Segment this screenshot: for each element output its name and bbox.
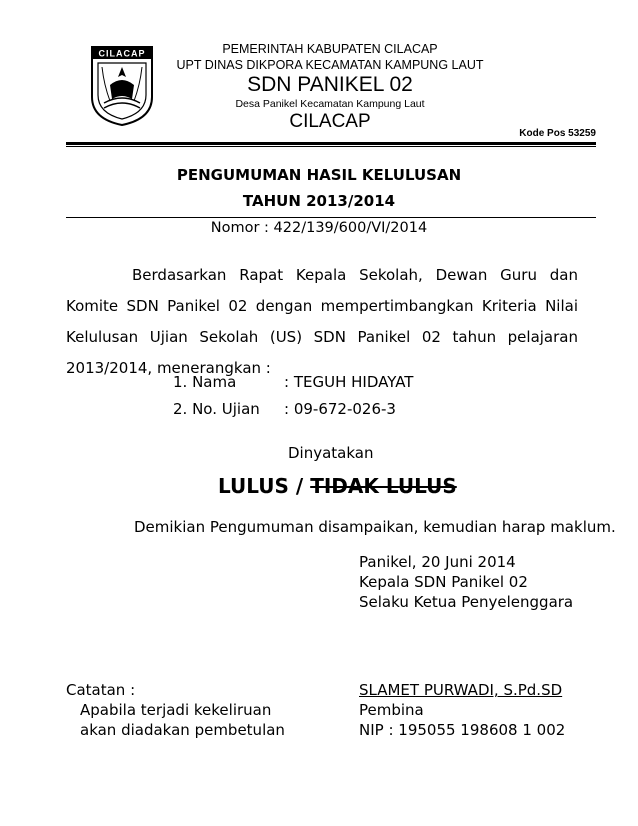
- graduation-result: [218, 474, 457, 498]
- letterhead-divider-thick: [66, 142, 596, 145]
- student-name-label: 1. Nama: [173, 373, 237, 391]
- school-address: Desa Panikel Kecamatan Kampung Laut: [235, 98, 425, 110]
- note-line-1: Apabila terjadi kekeliruan: [80, 701, 272, 719]
- logo-text: CILACAP: [98, 48, 146, 59]
- intro-paragraph-text: Berdasarkan Rapat Kepala Sekolah, Dewan Guru dan Komite SDN Panikel 02 dengan mempertimbangkan Kriteria Nilai Kelulusan Ujian Sekolah (US) SDN Panikel 02 tahun pelajaran 2013/2014, menerangkan :: [66, 266, 578, 377]
- signatory-details: [359, 680, 565, 740]
- signatory-position: Kepala SDN Panikel 02: [359, 573, 528, 591]
- school-name: SDN PANIKEL 02: [247, 73, 413, 96]
- title-divider: [66, 217, 596, 218]
- signatory-rank: Pembina: [359, 701, 424, 719]
- announcement-title: PENGUMUMAN HASIL KELULUSAN: [176, 166, 462, 184]
- signatory-nip: NIP : 195055 198608 1 002: [359, 721, 566, 739]
- place-date: Panikel, 20 Juni 2014: [359, 553, 516, 571]
- letterhead-line-1: PEMERINTAH KABUPATEN CILACAP: [222, 42, 438, 56]
- result-fail-struck: TIDAK LULUS: [310, 474, 457, 498]
- letterhead-line-2: UPT DINAS DIKPORA KECAMATAN KAMPUNG LAUT: [176, 58, 484, 72]
- note-line-2: akan diadakan pembetulan: [80, 721, 285, 739]
- letterhead-divider-thin: [66, 146, 596, 147]
- intro-paragraph: [66, 260, 578, 384]
- postal-code: Kode Pos 53259: [519, 128, 596, 139]
- exam-number-label: 2. No. Ujian: [173, 400, 260, 418]
- announcement-year: TAHUN 2013/2014: [242, 192, 396, 210]
- school-city: CILACAP: [289, 111, 371, 132]
- result-pass: LULUS /: [218, 474, 304, 498]
- note-block: [66, 680, 285, 740]
- exam-number-value: : 09-672-026-3: [284, 400, 396, 418]
- student-name-value: : TEGUH HIDAYAT: [284, 373, 414, 391]
- signatory-role: Selaku Ketua Penyelenggara: [359, 593, 574, 611]
- note-label: Catatan :: [66, 681, 136, 699]
- signature-header: [359, 552, 573, 612]
- document-number: Nomor : 422/139/600/VI/2014: [210, 220, 428, 236]
- closing-sentence: Demikian Pengumuman disampaikan, kemudian harap maklum.: [134, 518, 616, 536]
- regency-crest-logo: [90, 45, 154, 127]
- signatory-name: SLAMET PURWADI, S.Pd.SD: [359, 681, 563, 699]
- declared-label: Dinyatakan: [288, 444, 374, 462]
